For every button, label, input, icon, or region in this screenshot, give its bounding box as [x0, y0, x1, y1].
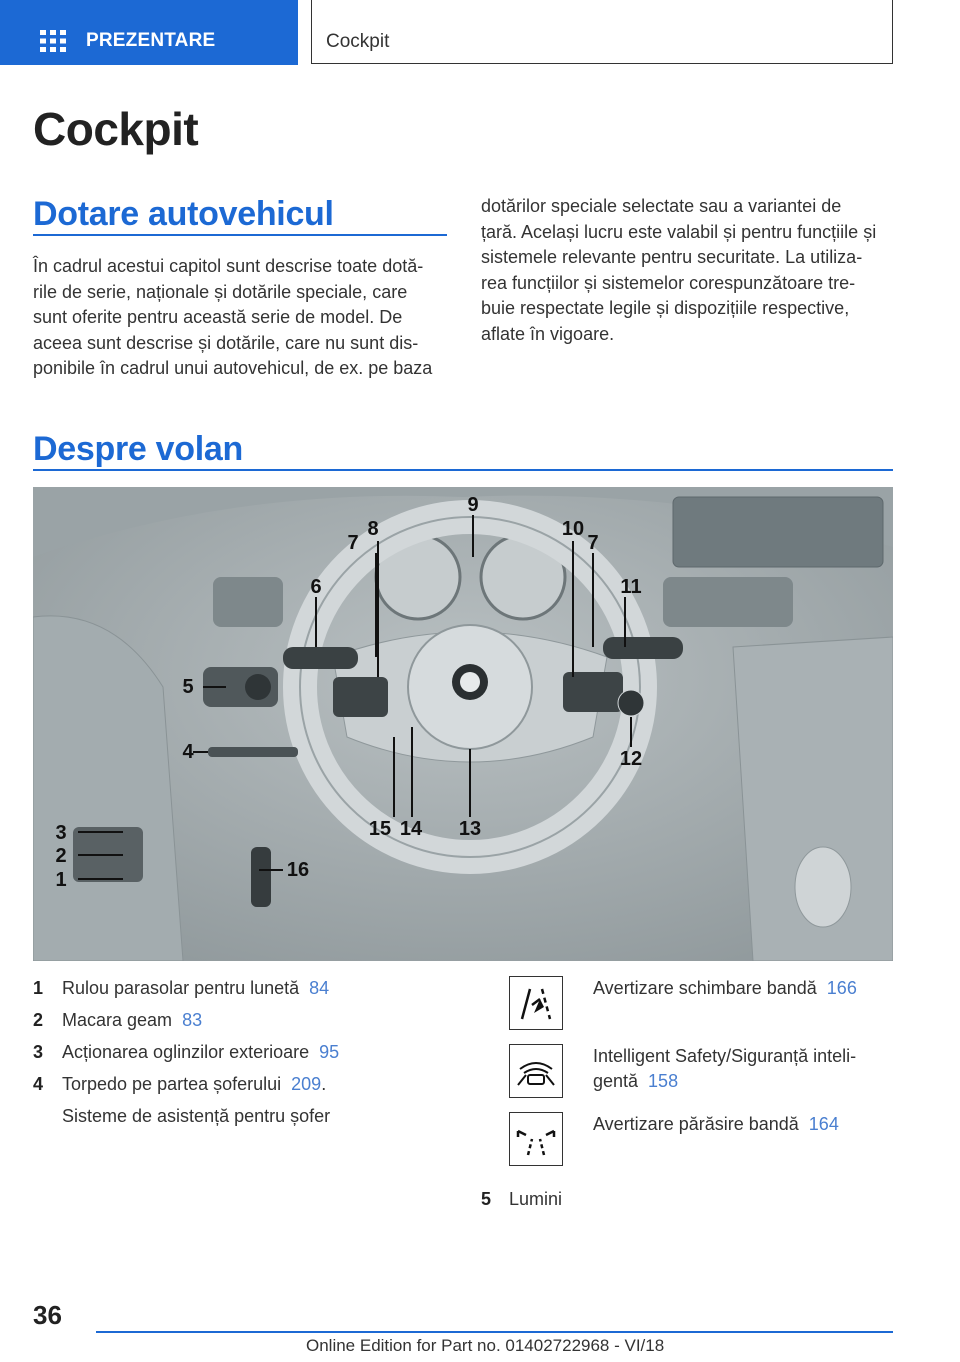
- page-title: Cockpit: [33, 103, 199, 155]
- item-text: Avertizare părăsire bandă: [593, 1114, 799, 1134]
- callout-12: 12: [619, 748, 643, 770]
- section-tab-label: PREZENTARE: [86, 30, 216, 51]
- steering-buttons-left: [333, 677, 388, 717]
- callout-1: 1: [55, 869, 67, 891]
- item-text: Lumini: [509, 1189, 563, 1209]
- item-suffix: .: [321, 1074, 327, 1094]
- lane-change-warning-icon-svg: [510, 977, 562, 1029]
- start-stop-button: [618, 690, 644, 716]
- callout-5: 5: [182, 676, 194, 698]
- item-number: 3: [33, 1042, 44, 1062]
- breadcrumb[interactable]: Cockpit: [326, 31, 390, 52]
- intro-line: ponibile în cadrul unui autovehicul, de ex. pe baza: [33, 358, 433, 379]
- page-ref-link[interactable]: 83: [182, 1010, 203, 1030]
- callout-10: 10: [561, 518, 585, 540]
- bmw-logo-center: [460, 672, 480, 692]
- section-heading-dotare: Dotare autovehicul: [33, 195, 334, 233]
- sunblind-handle: [251, 847, 271, 907]
- callout-8: 8: [367, 518, 379, 540]
- cockpit-drawing: [33, 487, 893, 961]
- intelligent-safety-icon-svg: [510, 1045, 562, 1097]
- item-number: 1: [33, 978, 44, 998]
- callout-3: 3: [55, 822, 67, 844]
- driver-compartment: [208, 747, 298, 757]
- page-ref-link[interactable]: 158: [648, 1071, 679, 1091]
- callout-7-left: 7: [347, 532, 359, 554]
- intro-line: aflate în vigoare.: [481, 323, 615, 344]
- gear-shift: [795, 847, 851, 927]
- lane-change-warning-icon: [509, 976, 563, 1030]
- callout-4: 4: [182, 741, 194, 763]
- grid-icon: [40, 30, 66, 52]
- breadcrumb-box: [311, 0, 893, 64]
- list-item: [593, 1112, 893, 1137]
- callout-15: 15: [368, 818, 392, 840]
- item-text: Avertizare schimbare bandă: [593, 978, 817, 998]
- air-vent-left: [213, 577, 283, 627]
- air-vent-right: [663, 577, 793, 627]
- footer-rule: [96, 1331, 893, 1333]
- lane-departure-warning-icon-svg: [510, 1113, 562, 1165]
- sub-label: Sisteme de asistență pentru șofer: [62, 1106, 331, 1126]
- steering-buttons-right: [563, 672, 623, 712]
- callout-7-right: 7: [587, 532, 599, 554]
- callout-11: 11: [620, 576, 642, 598]
- item-number: 4: [33, 1074, 44, 1094]
- callout-13: 13: [458, 818, 482, 840]
- light-switch-knob: [245, 674, 271, 700]
- page-ref-link[interactable]: 209: [291, 1074, 322, 1094]
- footer-edition: Online Edition for Part no. 01402722968 - VI/18: [306, 1336, 665, 1355]
- intro-line: rea funcțiilor și sistemelor corespunzătoare tre-: [481, 272, 856, 293]
- wiper-stalk: [603, 637, 683, 659]
- intro-line: buie respectate legile și dispozițiile respective,: [481, 298, 850, 319]
- list-item: [593, 1044, 893, 1094]
- list-item: [593, 976, 893, 1001]
- section-heading-volan: Despre volan: [33, 430, 243, 468]
- intro-line: rile de serie, naționale și dotările speciale, care: [33, 281, 408, 302]
- item-text: Acționarea oglinzilor exterioare: [62, 1042, 310, 1062]
- callout-9: 9: [467, 494, 479, 516]
- page-number: 36: [33, 1300, 62, 1330]
- intro-left-column: [33, 254, 453, 382]
- turn-signal-stalk: [283, 647, 358, 669]
- display-screen: [673, 497, 883, 567]
- section-rule: [33, 234, 447, 236]
- callout-2: 2: [55, 845, 67, 867]
- intro-line: sistemele relevante pentru securitate. La utiliza-: [481, 247, 863, 268]
- item-text: Macara geam: [62, 1010, 173, 1030]
- intro-line: țară. Același lucru este valabil și pentru funcțiile și: [481, 221, 877, 242]
- page-ref-link[interactable]: 164: [808, 1114, 839, 1134]
- intro-line: dotărilor speciale selectate sau a variantei de: [481, 196, 842, 216]
- callout-14: 14: [399, 818, 423, 840]
- callout-16: 16: [286, 859, 310, 881]
- steering-wheel-illustration: [33, 487, 893, 961]
- page-ref-link[interactable]: 166: [826, 978, 857, 998]
- section-rule: [33, 469, 893, 471]
- intro-right-column: [481, 194, 901, 348]
- intro-line: În cadrul acestui capitol sunt descrise toate dotă-: [33, 256, 424, 276]
- intelligent-safety-icon: [509, 1044, 563, 1098]
- item-number: 5: [481, 1189, 492, 1209]
- page-ref-link[interactable]: 84: [309, 978, 330, 998]
- intro-line: sunt oferite pentru această serie de model. De: [33, 307, 403, 328]
- lane-departure-warning-icon: [509, 1112, 563, 1166]
- item-number: 2: [33, 1010, 44, 1030]
- item-text: Torpedo pe partea șoferului: [62, 1074, 282, 1094]
- item-text: Intelligent Safety/Siguranță inteli-: [593, 1046, 857, 1066]
- item-text: gentă: [593, 1071, 639, 1091]
- page-ref-link[interactable]: 95: [319, 1042, 340, 1062]
- item-text: Rulou parasolar pentru lunetă: [62, 978, 300, 998]
- callout-6: 6: [310, 576, 322, 598]
- intro-line: aceea sunt descrise și dotările, care nu sunt dis-: [33, 332, 419, 353]
